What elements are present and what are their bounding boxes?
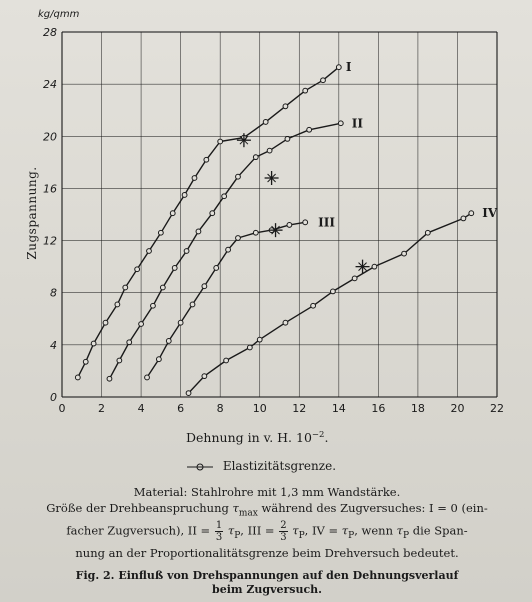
data-point [425,230,430,235]
data-point [372,264,377,269]
legend [187,459,336,473]
data-point [190,302,195,307]
y-axis-label: Zugspannung. [25,166,39,260]
data-point [127,340,132,345]
caption-line-2-e: die Span- [412,523,468,538]
data-point [287,223,292,228]
caption-line-2-b: , III = [240,523,275,538]
x-axis-label-end: . [324,430,329,446]
data-point [311,303,316,308]
tau-p-symbol-4: τ [396,523,404,538]
data-point [182,193,187,198]
fraction-one-third-num: 1 [215,520,223,531]
fraction-two-thirds-num: 2 [280,520,287,531]
data-point [147,249,152,254]
caption-material: Material: Stahlrohre mit 1,3 mm Wandstärke. [133,485,401,499]
data-point [352,276,357,281]
data-point [338,121,343,126]
fraction-two-thirds-den: 3 [280,532,287,543]
tau-p-symbol-1: τ [227,523,235,538]
data-point [210,211,215,216]
caption-line-2-c: , IV = [304,523,339,538]
figure-caption-2: beim Zugversuch. [212,583,322,596]
caption-line-1-pre: Größe der Drehbeanspruchung [46,501,229,515]
p-subscript-3: P [348,530,355,541]
x-tick-label: 20 [450,402,465,415]
data-point [224,358,229,363]
data-point [123,285,128,290]
data-point [226,247,231,252]
y-tick-label: 8 [50,286,57,300]
data-point [202,284,207,289]
data-point [107,376,112,381]
curve-label-IV: IV [482,206,498,221]
data-point [236,236,241,241]
data-point [336,65,341,70]
x-tick-label: 12 [292,402,307,415]
data-point [202,374,207,379]
y-tick-label: 12 [43,234,57,248]
series-line-III [147,222,305,377]
data-point [115,302,120,307]
data-point [307,127,312,132]
data-point [172,266,177,271]
data-point [151,303,156,308]
tau-p-symbol-2: τ [292,523,299,538]
x-tick-label: 10 [252,402,267,415]
x-tick-label: 14 [331,402,346,415]
caption-line-2-a: facher Zugversuch), II = [66,523,211,538]
data-point [263,120,268,125]
y-tick-label: 0 [50,391,57,404]
data-point [321,78,326,83]
data-point [184,249,189,254]
data-point [178,320,183,325]
data-point [247,345,252,350]
x-tick-label: 4 [137,402,145,415]
legend-symbol [187,461,213,473]
curve-label-III: III [318,215,335,230]
data-point [303,88,308,93]
data-point [196,229,201,234]
data-point [83,359,88,364]
data-point [214,266,219,271]
data-point [402,251,407,256]
x-tick-label: 18 [410,402,425,415]
x-axis-label-text: Dehnung in v. H. 10 [186,430,312,446]
y-tick-label: 28 [43,26,57,39]
y-tick-label: 20 [43,130,57,144]
data-point [186,391,191,396]
caption-line-1 [14,500,520,522]
caption-line-3: nung an der Proportionalitätsgrenze beim Drehversuch bedeutet. [75,546,459,560]
data-point [461,216,466,221]
p-subscript-1: P [234,530,241,541]
data-point [160,285,165,290]
data-point [145,375,150,380]
data-point [285,136,290,141]
legend-label: Elastizitätsgrenze. [222,459,337,473]
data-point [222,194,227,199]
p-subscript-2: P [298,530,305,541]
data-point [204,157,209,162]
y-tick-label: 4 [50,338,57,352]
data-point [257,337,262,342]
data-point [139,322,144,327]
x-tick-label: 8 [216,402,224,415]
curve-label-I: I [345,60,352,75]
x-tick-label: 0 [58,402,66,415]
data-point [156,357,161,362]
y-axis-unit: kg/qmm [38,9,80,20]
y-tick-label: 16 [43,182,57,196]
caption-line-1-post: während des Zugversuches: I = 0 (ein- [261,501,488,515]
p-subscript-4: P [403,530,410,541]
x-tick-label: 2 [98,402,106,415]
data-point [303,220,308,225]
data-point [135,267,140,272]
series-line-I [78,67,339,377]
data-point [253,155,258,160]
tau-max-subscript: max [238,508,258,519]
caption-line-2 [14,520,520,545]
y-tick-label: 24 [43,78,57,92]
tau-max-symbol: τ [232,501,239,515]
x-axis-label-exponent: −2 [311,430,325,440]
data-point [283,320,288,325]
x-tick-label: 22 [490,402,504,415]
series-line-IV [189,213,472,393]
data-point [170,211,175,216]
data-point [192,176,197,181]
x-tick-label: 6 [177,402,185,415]
data-point [469,211,474,216]
data-point [267,148,272,153]
data-point [103,320,108,325]
x-axis-label [186,430,328,445]
x-tick-label: 16 [371,402,386,415]
data-point [218,139,223,144]
data-point [117,358,122,363]
fraction-two-thirds [279,520,287,543]
data-point [253,230,258,235]
data-point [91,341,96,346]
tau-p-symbol-3: τ [341,523,349,538]
data-point [283,104,288,109]
figure-caption-1: Fig. 2. Einfluß von Drehspannungen auf den Dehnungsverlauf [75,569,459,582]
curve-label-II: II [351,116,363,131]
data-point [158,230,163,235]
data-point [166,339,171,344]
series-line-II [110,123,341,378]
fraction-one-third-den: 3 [215,532,223,543]
data-point [330,289,335,294]
fraction-one-third [215,520,223,543]
data-point [236,174,241,179]
data-point [75,375,80,380]
caption-line-2-d: , wenn [354,523,393,538]
